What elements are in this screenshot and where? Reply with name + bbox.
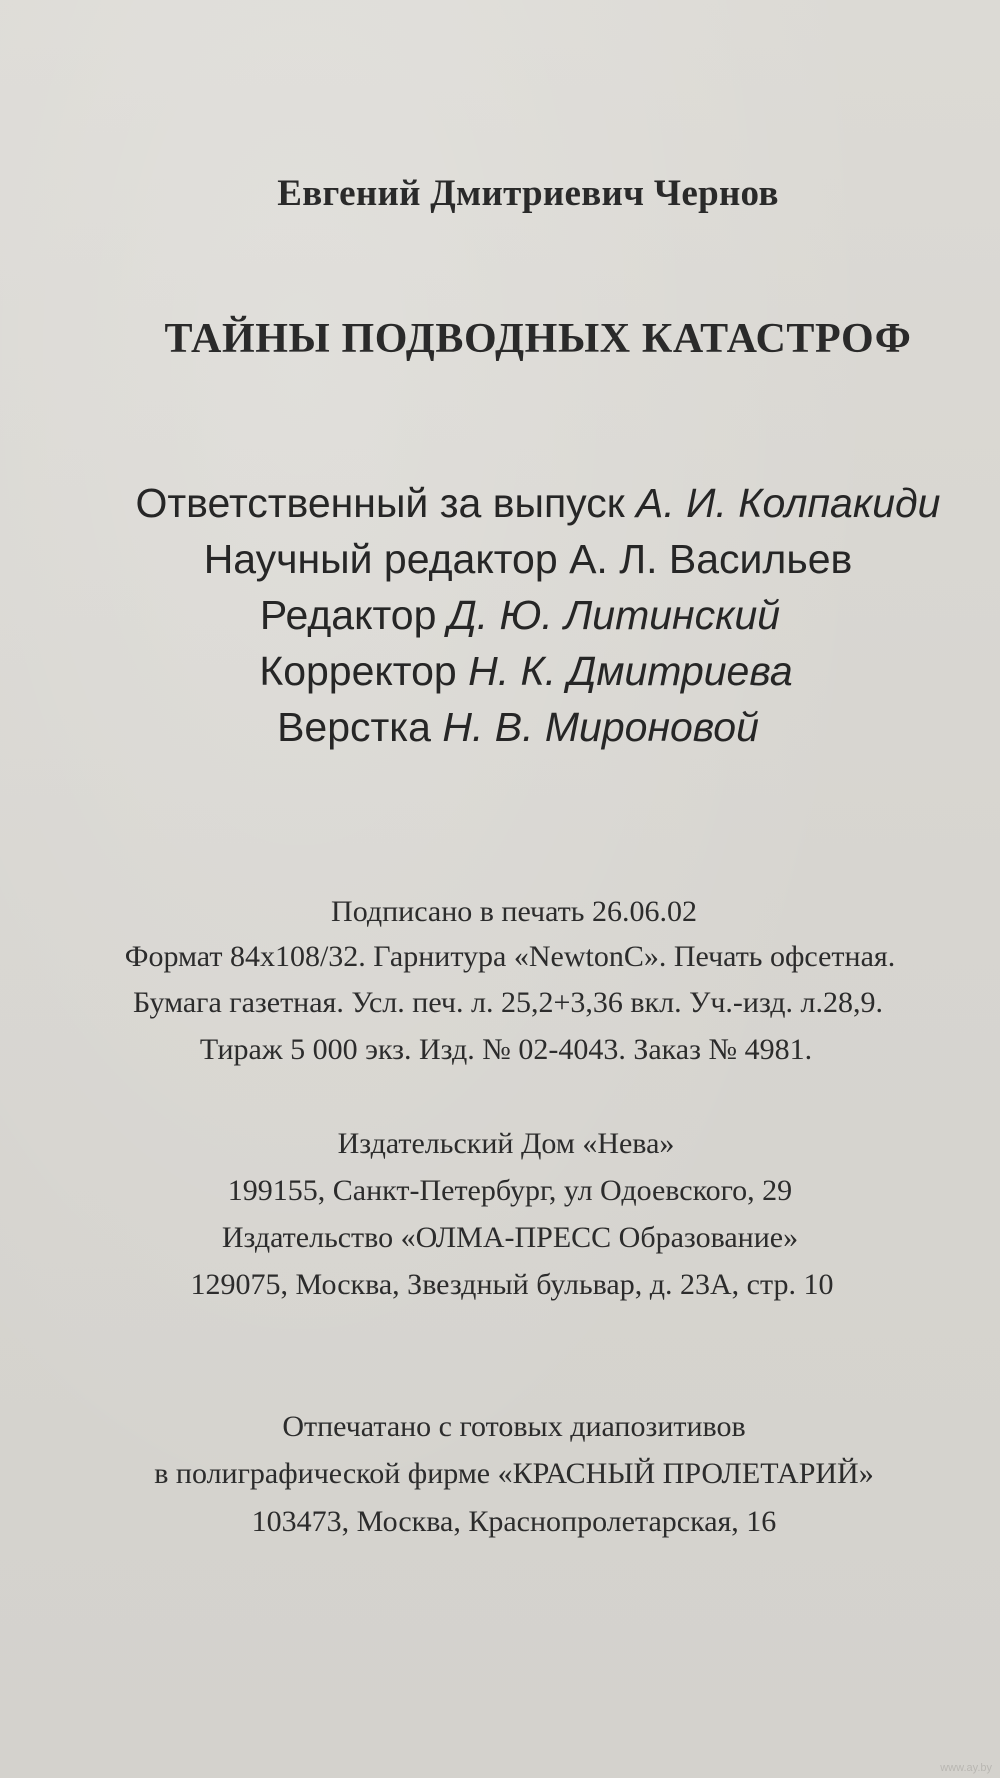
imprint-paper: Бумага газетная. Усл. печ. л. 25,2+3,36 вкл. Уч.-изд. л.28,9. [132, 986, 883, 1019]
credit-line-release [0, 480, 1000, 527]
publisher-address-neva: 199155, Санкт-Петербург, ул Одоевского, 29 [227, 1174, 793, 1207]
printer-line-2: в полиграфической фирме «КРАСНЫЙ ПРОЛЕТАРИЙ» [154, 1457, 874, 1490]
imprint-format: Формат 84х108/32. Гарнитура «NewtonC». Печать офсетная. [124, 940, 896, 973]
site-watermark: www.ay.by [940, 1762, 992, 1774]
credit-line-editor [0, 592, 1000, 639]
book-title: ТАЙНЫ ПОДВОДНЫХ КАТАСТРОФ [164, 316, 912, 362]
credit-role: Ответственный за выпуск [135, 480, 625, 526]
publisher-address-olma: 129075, Москва, Звездный бульвар, д. 23А, стр. 10 [190, 1268, 834, 1301]
credit-line-science-editor [0, 536, 1000, 583]
printer-address: 103473, Москва, Краснопролетарская, 16 [251, 1505, 777, 1538]
credit-name: Д. Ю. Литинский [447, 592, 781, 638]
credit-role: Корректор [259, 648, 457, 694]
printer-line-1: Отпечатано с готовых диапозитивов [282, 1410, 746, 1443]
credit-name: А. Л. Васильев [569, 536, 853, 582]
credit-role: Редактор [259, 592, 437, 638]
publisher-name-neva: Издательский Дом «Нева» [337, 1127, 675, 1160]
imprint-print-run: Тираж 5 000 экз. Изд. № 02-4043. Заказ № 4981. [199, 1033, 813, 1066]
credit-role: Верстка [277, 704, 431, 750]
imprint-signed-date: Подписано в печать 26.06.02 [331, 895, 697, 928]
publisher-name-olma: Издательство «ОЛМА-ПРЕСС Образование» [221, 1221, 799, 1254]
credit-name: А. И. Колпакиди [636, 480, 941, 526]
credit-name: Н. К. Дмитриева [468, 648, 793, 694]
author-name: Евгений Дмитриевич Чернов [277, 173, 779, 214]
credit-role: Научный редактор [203, 536, 558, 582]
credit-line-layout [0, 704, 1000, 751]
credit-name: Н. В. Мироновой [442, 704, 759, 750]
credit-line-proofreader [0, 648, 1000, 695]
